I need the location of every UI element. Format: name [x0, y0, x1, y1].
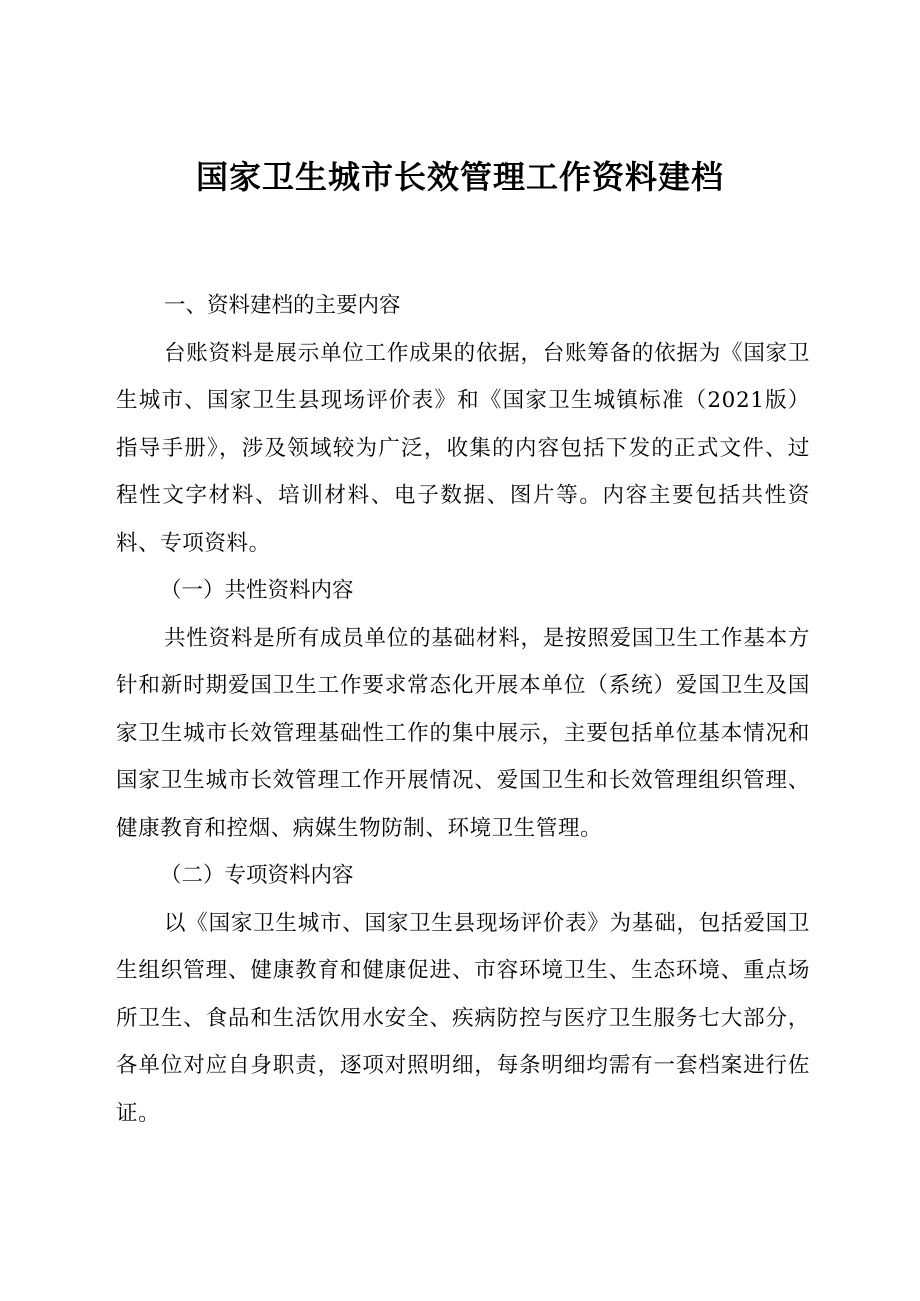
- document-body: [116, 282, 810, 1137]
- document-title: 国家卫生城市长效管理工作资料建档: [195, 158, 724, 196]
- subsection-heading: （一）共性资料内容: [160, 578, 354, 603]
- subsection-heading: （二）专项资料内容: [160, 863, 354, 888]
- body-paragraph: 台账资料是展示单位工作成果的依据，台账筹备的依据为《国家卫生城市、国家卫生县现场评价表》和《国家卫生城镇标准（2021版）指导手册》，涉及领域较为广泛，收集的内容包括下发的正式文件、过程性文字材料、培训材料、电子数据、图片等。内容主要包括共性资料、专项资料。: [116, 340, 810, 556]
- body-paragraph: 以《国家卫生城市、国家卫生县现场评价表》为基础，包括爱国卫生组织管理、健康教育和健康促进、市容环境卫生、生态环境、重点场所卫生、食品和生活饮用水安全、疾病防控与医疗卫生服务七大部分，各单位对应自身职责，逐项对照明细，每条明细均需有一套档案进行佐证。: [116, 910, 810, 1126]
- section-heading: 一、资料建档的主要内容: [164, 293, 401, 318]
- body-paragraph: 共性资料是所有成员单位的基础材料，是按照爱国卫生工作基本方针和新时期爱国卫生工作要求常态化开展本单位（系统）爱国卫生及国家卫生城市长效管理基础性工作的集中展示，主要包括单位基本情况和国家卫生城市长效管理工作开展情况、爱国卫生和长效管理组织管理、健康教育和控烟、病媒生物防制、环境卫生管理。: [116, 625, 810, 841]
